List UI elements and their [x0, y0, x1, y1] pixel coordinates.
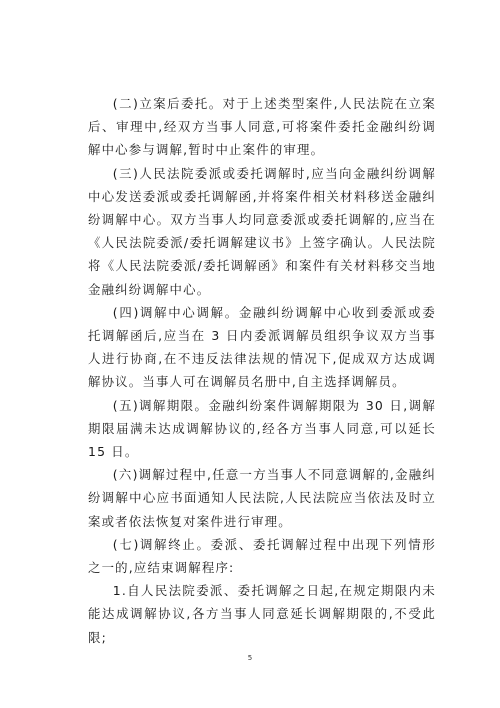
page-number: 5 [247, 654, 253, 662]
paragraph-entrust-letter: (三)人民法院委派或委托调解时,应当向金融纠纷调解中心发送委派或委托调解函,并将案件相关材料移送金融纠纷调解中心。双方当事人均同意委派或委托调解的,应当在《人民法院委派/委托调解建议书》上签字确认。人民法院将《人民法院委派/委托调解函》和案件有关材料移交当地金融纠纷调解中心。 [88, 165, 436, 297]
paragraph-mediation-termination: (七)调解终止。委派、委托调解过程中出现下列情形之一的,应结束调解程序: [88, 536, 436, 576]
document-body [88, 92, 436, 649]
paragraph-center-mediation: (四)调解中心调解。金融纠纷调解中心收到委派或委托调解函后,应当在 3 日内委派调解员组织争议双方当事人进行协商,在不违反法律法规的情况下,促成双方达成调解协议。当事人可在调解员名册中,自主选择调解员。 [88, 304, 436, 390]
paragraph-mediation-process: (六)调解过程中,任意一方当事人不同意调解的,金融纠纷调解中心应书面通知人民法院,人民法院应当依法及时立案或者依法恢复对案件进行审理。 [88, 467, 436, 529]
paragraph-mediation-period: (五)调解期限。金融纠纷案件调解期限为 30 日,调解期限届满未达成调解协议的,经各方当事人同意,可以延长 15 日。 [88, 397, 436, 460]
paragraph-filing-after-entrust: (二)立案后委托。对于上述类型案件,人民法院在立案后、审理中,经双方当事人同意,可将案件委托金融纠纷调解中心参与调解,暂时中止案件的审理。 [88, 96, 436, 158]
paragraph-termination-item-1: 1.自人民法院委派、委托调解之日起,在规定期限内未能达成调解协议,各方当事人同意延长调解期限的,不受此限; [88, 583, 436, 645]
